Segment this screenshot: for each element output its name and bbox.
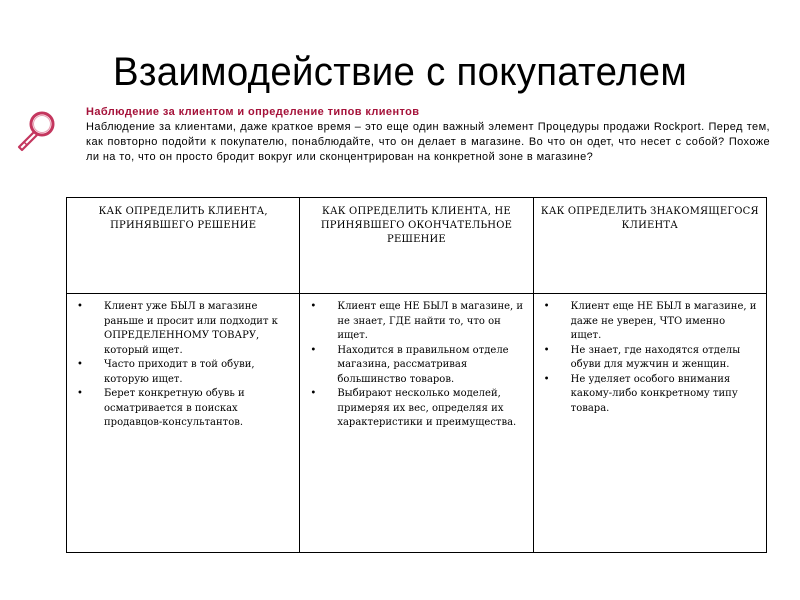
list-item — [67, 300, 291, 358]
list-item-text: Не уделяет особого внимания какому-либо конкретному типу товара. — [570, 373, 738, 414]
bullet-icon: • — [543, 373, 550, 385]
list-item — [67, 387, 291, 431]
body-cell-browsing — [533, 294, 766, 553]
table-header-row — [67, 198, 767, 294]
column-header: КАК ОПРЕДЕЛИТЬ ЗНАКОМЯЩЕГОСЯ КЛИЕНТА — [540, 206, 759, 231]
list-item-text: Выбирают несколько моделей, примеряя их вес, определяя их характеристики и преимущества. — [337, 388, 517, 428]
list-item — [67, 358, 291, 387]
header-cell-undecided — [300, 198, 533, 294]
list-item — [534, 344, 758, 373]
bullet-list — [67, 294, 299, 431]
bullet-list — [300, 294, 532, 431]
bullet-list — [534, 294, 766, 416]
header-cell-browsing — [533, 198, 766, 294]
slide-title: Взаимодействие с покупателем — [112, 50, 688, 94]
bullet-icon: • — [543, 301, 550, 312]
list-item-text: Находится в правильном отделе магазина, рассматривая большинство товаров. — [337, 344, 509, 385]
list-item — [300, 387, 524, 431]
table-body-row — [67, 294, 767, 553]
bullet-icon: • — [77, 301, 83, 312]
list-item — [300, 300, 524, 344]
column-header: КАК ОПРЕДЕЛИТЬ КЛИЕНТА, НЕ ПРИНЯВШЕГО ОКОНЧАТЕЛЬНОЕ РЕШЕНИЕ — [320, 206, 513, 245]
bullet-icon: • — [310, 301, 317, 312]
client-types-table — [66, 197, 767, 553]
list-item-text: Берет конкретную обувь и осматривается в поисках продавцов-консультантов. — [104, 388, 245, 428]
intro-section — [86, 105, 770, 165]
list-item-text: Клиент еще НЕ БЫЛ в магазине, и не знает, ГДЕ найти то, что он ищет. — [337, 301, 524, 341]
intro-body: Наблюдение за клиентами, даже краткое время – это еще один важный элемент Процедуры продажи Rockport. Перед тем, как повторно подойти к покупателю, понаблюдайте, что он делает в магазине. Во что он одет, что несет с собой? Похоже ли на то, что он просто бродит вокруг или сконцентрирован на конкретной зоне в магазине? — [86, 121, 770, 163]
magnifier-icon — [13, 108, 59, 154]
bullet-icon: • — [77, 388, 83, 399]
bullet-icon: • — [310, 344, 317, 356]
header-cell-decided — [67, 198, 300, 294]
list-item-text: Клиент еще НЕ БЫЛ в магазине, и даже не уверен, ЧТО именно ищет. — [570, 301, 757, 341]
bullet-icon: • — [77, 359, 83, 370]
list-item-text: Не знает, где находятся отделы обуви для мужчин и женщин. — [570, 344, 741, 370]
body-cell-undecided — [300, 294, 533, 553]
list-item — [300, 344, 524, 388]
list-item-text: Часто приходит в той обуви, которую ищет. — [104, 359, 255, 385]
intro-heading: Наблюдение за клиентом и определение типов клиентов — [86, 106, 420, 118]
list-item-text: Клиент уже БЫЛ в магазине раньше и просит или подходит к ОПРЕДЕЛЕННОМУ ТОВАРУ, который ищет. — [104, 301, 278, 356]
bullet-icon: • — [310, 388, 317, 399]
list-item — [534, 300, 758, 344]
column-header: КАК ОПРЕДЕЛИТЬ КЛИЕНТА, ПРИНЯВШЕГО РЕШЕНИЕ — [98, 206, 268, 231]
bullet-icon: • — [543, 344, 550, 356]
list-item — [534, 373, 758, 417]
body-cell-decided — [67, 294, 300, 553]
